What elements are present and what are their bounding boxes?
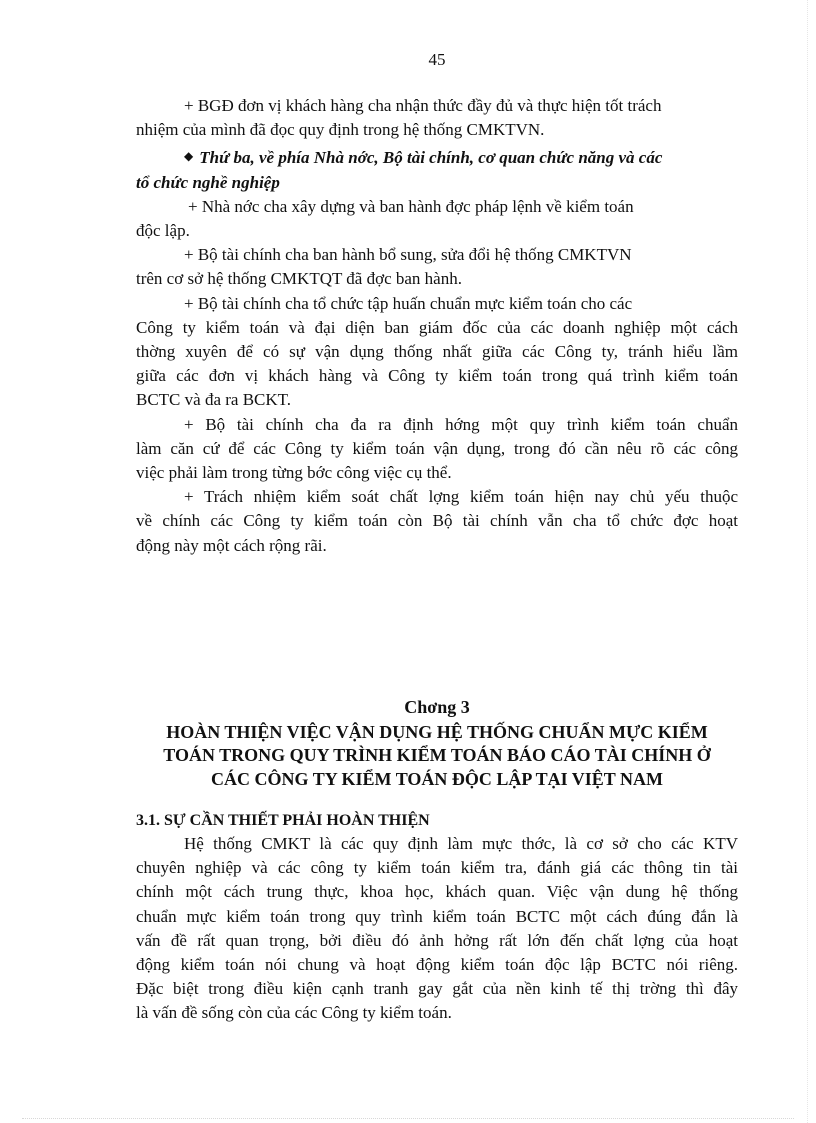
section-line-8: là vấn đề sống còn của các Công ty kiểm toán. xyxy=(136,1003,452,1023)
paragraph-orientation-line-1: + Bộ tài chính cha đa ra định hớng một quy trình kiểm toán chuẩn xyxy=(184,414,738,434)
paragraph-quality-line-2: về chính các Công ty kiểm toán còn Bộ tài chính vẫn cha tổ chức đợc hoạt xyxy=(136,511,738,531)
section-line-1: Hệ thống CMKT là các quy định làm mực thớc, là cơ sở cho các KTV xyxy=(184,834,738,853)
section-line-3: chính một cách trung thực, khoa học, khách quan. Việc vận dung hệ thống xyxy=(136,882,738,902)
diamond-bullet-icon: ◆ xyxy=(184,149,194,164)
page-edge-dots xyxy=(807,0,808,1123)
paragraph-training-line-4: giữa các đơn vị khách hàng và Công ty kiểm toán trong quá trình kiểm toán xyxy=(136,366,738,386)
paragraph-state-line-2: độc lập. xyxy=(136,221,190,241)
chapter-title-line-1: HOÀN THIỆN VIỆC VẬN DỤNG HỆ THỐNG CHUẨN MỰC KIỂM xyxy=(166,721,708,742)
section-line-5: vấn đề rất quan trọng, bởi điều đó ảnh hởng rất lớn đến chất lợng của hoạt xyxy=(136,930,738,950)
section-line-7: Đặc biệt trong điều kiện cạnh tranh gay gắt của nền kinh tế thị trờng thì đây xyxy=(136,979,738,999)
heading-state-line-1: ◆ Thứ ba, về phía Nhà nớc, Bộ tài chính, cơ quan chức năng và các xyxy=(184,148,663,168)
section-line-2: chuyên nghiệp và các công ty kiểm toán kiểm tra, đánh giá các thông tin tài xyxy=(136,858,738,878)
paragraph-orientation-line-2: làm căn cứ để các Công ty kiểm toán vận dụng, trong đó cần nêu rõ các công xyxy=(136,438,738,458)
paragraph-training-line-2: Công ty kiểm toán và đại diện ban giám đốc của các doanh nghiệp một cách xyxy=(136,317,738,337)
paragraph-quality-line-3: động này một cách rộng rãi. xyxy=(136,535,327,555)
page-number: 45 xyxy=(428,50,446,69)
heading-state-line-2: tổ chức nghề nghiệp xyxy=(136,172,280,192)
chapter-title-line-2: TOÁN TRONG QUY TRÌNH KIỂM TOÁN BÁO CÁO TÀI CHÍNH Ở xyxy=(163,745,711,765)
paragraph-state-line-1: + Nhà nớc cha xây dựng và ban hành đợc pháp lệnh về kiểm toán xyxy=(188,196,634,216)
paragraph-training-line-1: + Bộ tài chính cha tổ chức tập huấn chuẩn mực kiểm toán cho các xyxy=(184,293,633,313)
paragraph-orientation-line-3: việc phải làm trong từng bớc công việc cụ thể. xyxy=(136,463,452,483)
chapter-label: Chơng 3 xyxy=(404,697,470,717)
footer-dotted-rule xyxy=(22,1118,794,1119)
paragraph-training-line-5: BCTC và đa ra BCKT. xyxy=(136,390,292,410)
top-section xyxy=(136,94,738,558)
paragraph-bgd-line-1: + BGĐ đơn vị khách hàng cha nhận thức đầy đủ và thực hiện tốt trách xyxy=(184,96,662,115)
paragraph-bgd-line-2: nhiệm của mình đã đọc quy định trong hệ thống CMKTVN. xyxy=(136,120,545,140)
paragraph-quality-line-1: + Trách nhiệm kiểm soát chất lợng kiểm toán hiện nay chủ yếu thuộc xyxy=(184,487,738,507)
section-line-6: động kiểm toán nói chung và hoạt động kiểm toán độc lập BCTC nói riêng. xyxy=(136,955,738,975)
chapter-heading xyxy=(136,696,738,791)
chapter-title-line-3: CÁC CÔNG TY KIỂM TOÁN ĐỘC LẬP TẠI VIỆT NAM xyxy=(211,768,663,789)
section-line-4: chuẩn mực kiểm toán trong quy trình kiểm toán BCTC một cách đúng đắn là xyxy=(136,906,738,926)
section-heading: 3.1. SỰ CẦN THIẾT PHẢI HOÀN THIỆN xyxy=(136,812,430,829)
section-body xyxy=(136,832,738,1026)
paragraph-training-line-3: thờng xuyên để có sự vận dụng thống nhất giữa các Công ty, tránh hiểu lầm xyxy=(136,342,738,362)
paragraph-ministry-line-1: + Bộ tài chính cha ban hành bổ sung, sửa đổi hệ thống CMKTVN xyxy=(184,245,632,265)
paragraph-ministry-line-2: trên cơ sở hệ thống CMKTQT đã đợc ban hành. xyxy=(136,269,462,289)
